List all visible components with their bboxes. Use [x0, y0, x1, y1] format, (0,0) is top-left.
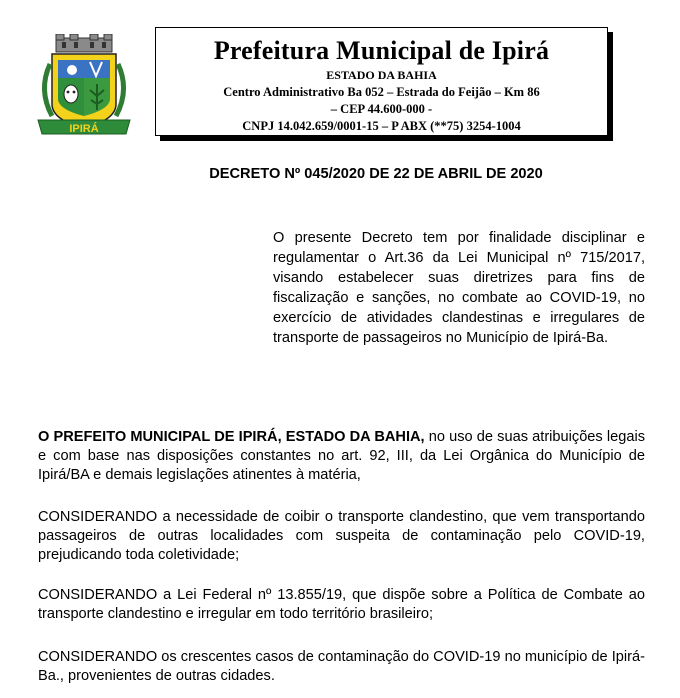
decree-title: DECRETO Nº 045/2020 DE 22 DE ABRIL DE 2020 — [209, 166, 543, 182]
cnpj-line: CNPJ 14.042.659/0001-15 – P ABX (**75) 3254-1004 — [242, 119, 521, 133]
state-name: ESTADO DA BAHIA — [326, 68, 437, 82]
preamble-text: no uso de suas atribuições legais e com base nas disposições constantes no art. 92, III, da Lei Orgânica do Município de Ipirá/BA e demais legislações atinentes à matéria, — [38, 429, 645, 483]
municipality-title: Prefeitura Municipal de Ipirá — [213, 36, 550, 65]
preamble-authority: O PREFEITO MUNICIPAL DE IPIRÁ, ESTADO DA BAHIA, — [38, 429, 425, 445]
considerando-paragraph-1: CONSIDERANDO a necessidade de coibir o transporte clandestino, que vem transportando passageiros de outras localidades com suspeita de contaminação pelo COVID-19, prejudicando toda coletividade; — [38, 509, 645, 563]
considerando-paragraph-3: CONSIDERANDO os crescentes casos de contaminação do COVID-19 no município de Ipirá-Ba., provenientes de outras cidades. — [38, 649, 645, 684]
cep-line: – CEP 44.600-000 - — [330, 102, 433, 116]
decree-summary: O presente Decreto tem por finalidade disciplinar e regulamentar o Art.36 da Lei Municipal nº 715/2017, visando estabelecer suas diretrizes para fins de fiscalização e sanções, no combate ao COVID-19, no exercício de atividades clandestinas e irregulares de transporte de passageiros no Município de Ipirá-Ba. — [273, 230, 645, 346]
considerando-paragraph-2: CONSIDERANDO a Lei Federal nº 13.855/19, que dispõe sobre a Política de Combate ao transporte clandestino e irregular em todo território brasileiro; — [38, 587, 645, 622]
municipal-crest-icon — [34, 34, 134, 138]
crest-label: IPIRÁ — [69, 123, 99, 135]
preamble-paragraph — [38, 428, 645, 485]
letterhead-box — [155, 27, 608, 136]
address-line: Centro Administrativo Ba 052 – Estrada do Feijão – Km 86 — [223, 85, 540, 99]
